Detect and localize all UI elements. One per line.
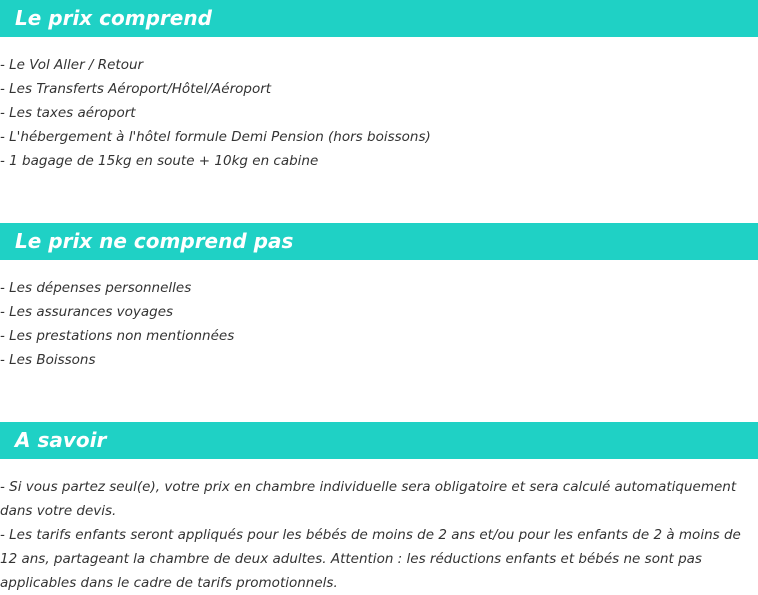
list-item: - Les prestations non mentionnées <box>0 328 235 344</box>
not-included-list <box>0 276 758 372</box>
list-item: - L'hébergement à l'hôtel formule Demi Pension (hors boissons) <box>0 129 431 145</box>
section-heading-not-included: Le prix ne comprend pas <box>0 223 758 260</box>
list-item: - Les dépenses personnelles <box>0 280 192 296</box>
list-item: - Le Vol Aller / Retour <box>0 57 144 73</box>
list-item: - 1 bagage de 15kg en soute + 10kg en cabine <box>0 153 319 169</box>
list-item: - Les taxes aéroport <box>0 105 136 121</box>
section-heading-to-know: A savoir <box>0 422 758 459</box>
list-item: - Les assurances voyages <box>0 304 174 320</box>
list-item: - Les Transferts Aéroport/Hôtel/Aéroport <box>0 81 272 97</box>
included-list <box>0 53 758 173</box>
info-paragraph-child-rates: - Les tarifs enfants seront appliqués pour les bébés de moins de 2 ans et/ou pour les enfants de 2 à moins de 12 ans, partageant la chambre de deux adultes. Attention : les réductions enfants et bébés ne sont pas applicables dans le cadre de tarifs promotionnels. <box>0 527 741 591</box>
section-heading-included: Le prix comprend <box>0 0 758 37</box>
info-paragraph-single-traveler: - Si vous partez seul(e), votre prix en chambre individuelle sera obligatoire et sera calculé automatiquement dans votre devis. <box>0 479 737 519</box>
list-item: - Les Boissons <box>0 352 96 368</box>
